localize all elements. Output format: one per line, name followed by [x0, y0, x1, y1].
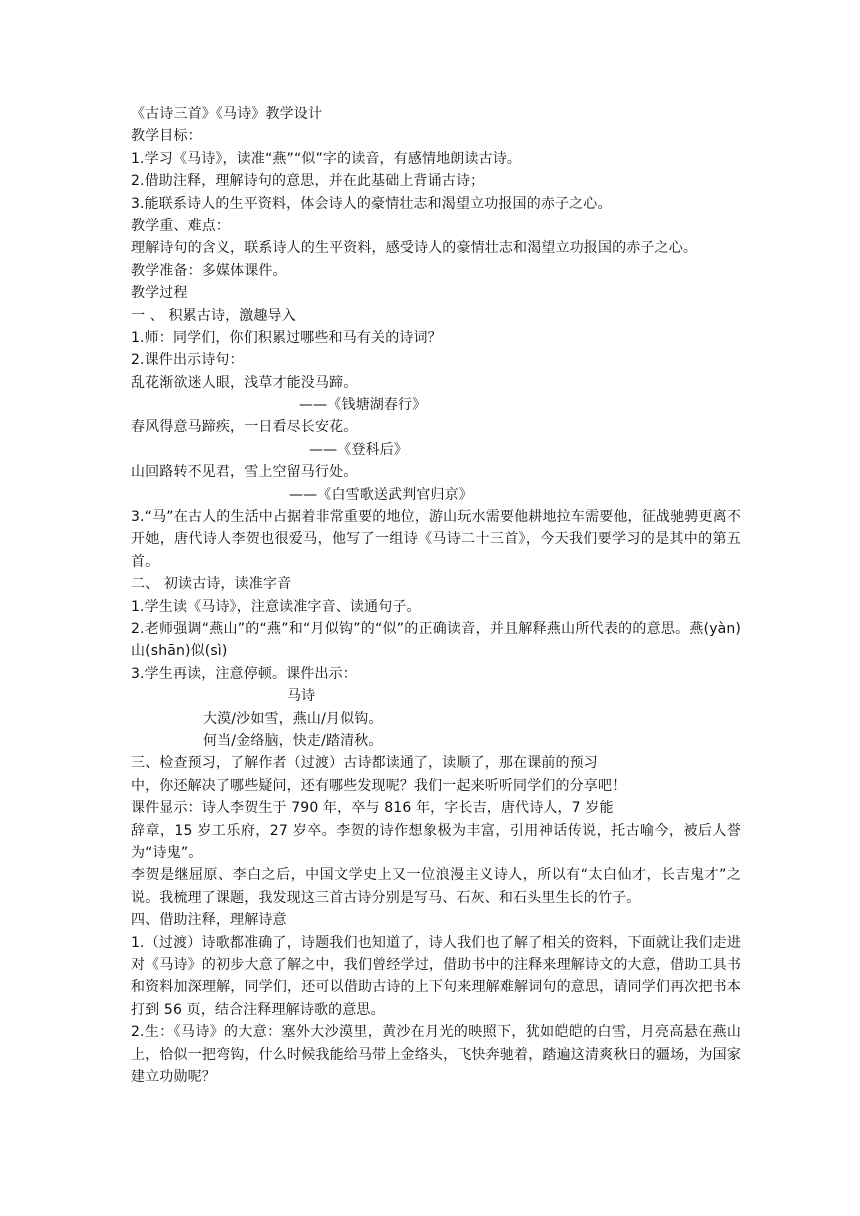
- section-4-paragraph: 2.生：《马诗》的大意：塞外大沙漠里，黄沙在月光的映照下，犹如皑皑的白雪，月亮高悬在燕山上，恰似一把弯钩，什么时候我能给马带上金络头，飞快奔驰着，踏遍这清爽秋日的疆场，为国家建立功勋呢？: [131, 1024, 741, 1086]
- section-1-heading: 一 、 积累古诗，激趣导入: [131, 307, 296, 324]
- section-4-paragraph: 1.（过渡）诗歌都准确了，诗题我们也知道了，诗人我们也了解了相关的资料，下面就让我们走进对《马诗》的初步大意了解之中，我们曾经学过，借助书中的注释来理解诗文的大意，借助工具书和资料加深理解，同学们，还可以借助古诗的上下句来理解难解词句的意思，请同学们再次把书本打到 56 页，结合注释理解诗歌的意思。: [131, 934, 741, 1018]
- section-3-paragraph: 中，你还解决了哪些疑问，还有哪些发现呢？我们一起来听听同学们的分享吧！: [131, 777, 627, 794]
- goal-item: 1.学习《马诗》，读准“燕”“似”字的读音，有感情地朗读古诗。: [131, 150, 522, 167]
- poem-quote: 山回路转不见君，雪上空留马行处。: [131, 464, 358, 481]
- section-2-heading: 二、 初读古诗，读准字音: [131, 576, 292, 593]
- key-points-text: 理解诗句的含义，联系诗人的生平资料，感受诗人的豪情壮志和渴望立功报国的赤子之心。: [131, 240, 697, 257]
- section-3-paragraph: 辞章，15 岁工乐府，27 岁卒。李贺的诗作想象极为丰富，引用神话传说，托古喻今，被后人誉为“诗鬼”。: [131, 822, 741, 861]
- section-3-heading: 三、检查预习，了解作者（过渡）古诗都读通了，读顺了，那在课前的预习: [131, 755, 598, 772]
- section-1-paragraph: 3.“马”在古人的生活中占据着非常重要的地位，游山玩水需要他耕地拉车需要他，征战驰骋更离不开她，唐代诗人李贺也很爱马，他写了一组诗《马诗二十三首》，今天我们要学习的是其中的第五首。: [131, 509, 741, 570]
- document-body: [131, 103, 741, 1088]
- poem-title: 马诗: [287, 688, 316, 705]
- poem-citation: ——《白雪歌送武判官归京》: [289, 486, 473, 503]
- section-2-paragraph: 2.老师强调“燕山”的“燕”和“月似钩”的“似”的正确读音，并且解释燕山所代表的的意思。燕(yàn) 山(shān)似(sì): [131, 621, 741, 660]
- section-1-paragraph: 1.师：同学们，你们积累过哪些和马有关的诗词？: [131, 329, 442, 346]
- section-2-paragraph: 1.学生读《马诗》，注意读准字音、读通句子。: [131, 598, 421, 615]
- poem-quote: 春风得意马蹄疾，一日看尽长安花。: [131, 419, 358, 436]
- document-title: 《古诗三首》《马诗》教学设计: [131, 106, 323, 122]
- poem-citation: ——《钱塘湖春行》: [299, 397, 427, 414]
- goal-item: 3.能联系诗人的生平资料，体会诗人的豪情壮志和渴望立功报国的赤子之心。: [131, 195, 612, 212]
- goals-heading: 教学目标：: [131, 128, 202, 145]
- poem-line: 大漠/沙如雪，燕山/月似钩。: [203, 710, 383, 727]
- section-1-paragraph: 2.课件出示诗句：: [131, 352, 244, 369]
- poem-line: 何当/金络脑，快走/踏清秋。: [203, 733, 383, 750]
- poem-citation: ——《登科后》: [309, 441, 409, 458]
- section-3-paragraph: 李贺是继屈原、李白之后，中国文学史上又一位浪漫主义诗人，所以有“太白仙才，长吉鬼才”之说。我梳理了课题，我发现这三首古诗分别是写马、石灰、和石头里生长的竹子。: [131, 867, 741, 906]
- teaching-prep: 教学准备：多媒体课件。: [131, 262, 287, 279]
- section-2-paragraph: 3.学生再读，注意停顿。课件出示：: [131, 665, 357, 682]
- process-heading: 教学过程: [131, 285, 188, 302]
- section-4-heading: 四、借助注释，理解诗意: [131, 912, 287, 929]
- poem-quote: 乱花渐欲迷人眼，浅草才能没马蹄。: [131, 374, 358, 391]
- section-3-paragraph: 课件显示：诗人李贺生于 790 年，卒与 816 年，字长吉，唐代诗人，7 岁能: [131, 800, 614, 817]
- key-points-heading: 教学重、难点：: [131, 217, 231, 234]
- goal-item: 2.借助注释，理解诗句的意思，并在此基础上背诵古诗；: [131, 173, 485, 190]
